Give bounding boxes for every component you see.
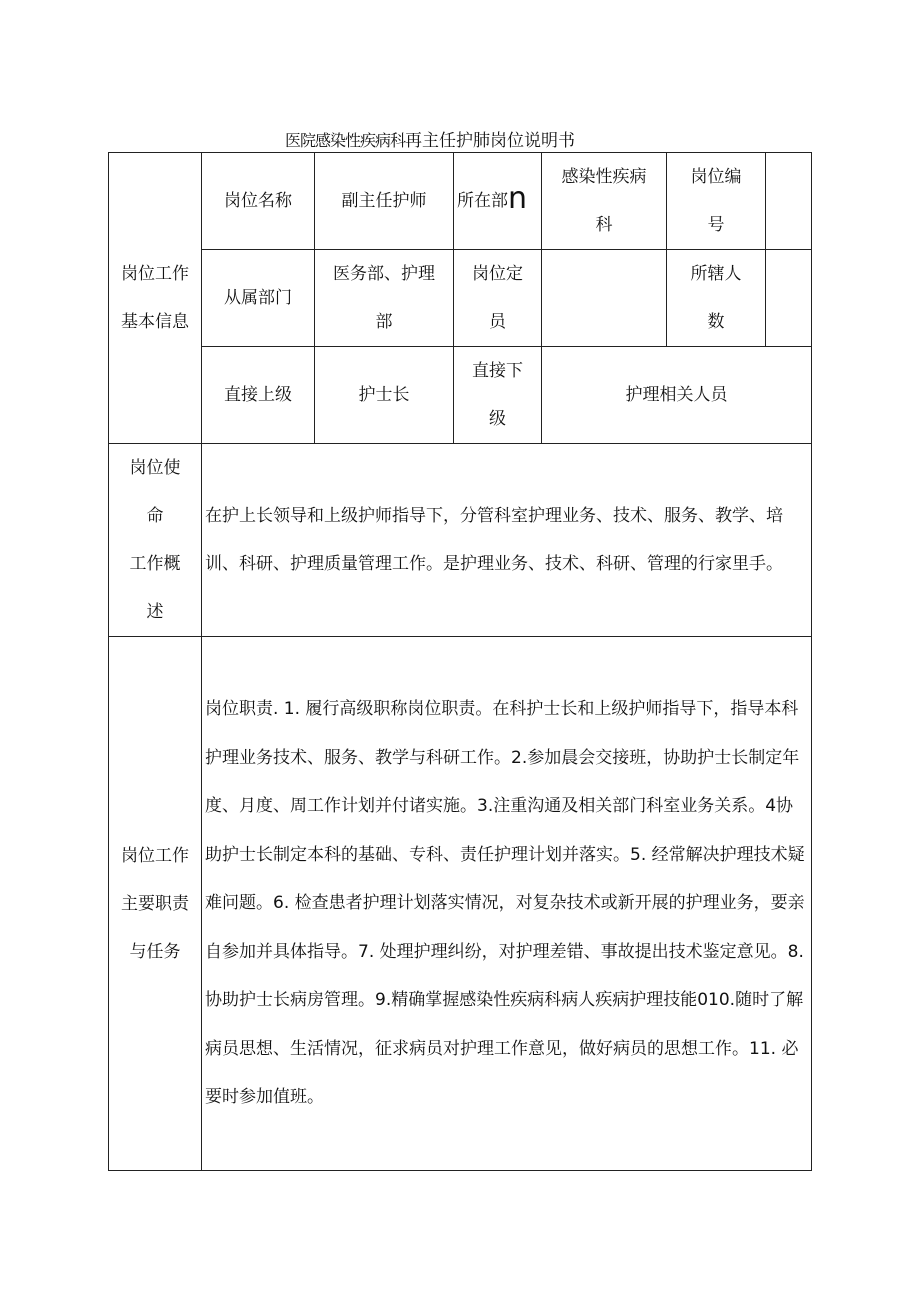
subordinates-count-value bbox=[766, 250, 812, 347]
mission-text: 在护上长领导和上级护师指导下，分管科室护理业务、技术、服务、教学、培训、科研、护理质量管理工作。是护理业务、技术、科研、管理的行家里手。 bbox=[202, 444, 812, 637]
duties-row bbox=[109, 637, 812, 1171]
basic-info-row-2 bbox=[109, 250, 812, 347]
position-code-value bbox=[766, 153, 812, 250]
direct-subordinate-value: 护理相关人员 bbox=[542, 347, 812, 444]
mission-label-line-1: 岗位使 bbox=[129, 458, 181, 478]
document-title bbox=[0, 126, 860, 151]
direct-subordinate-label-line-2: 级 bbox=[489, 409, 506, 429]
duties-text: 岗位职责. 1. 履行高级职称岗位职责。在科护士长和上级护师指导下，指导本科护理业务技术、服务、教学与科研工作。2.参加晨会交接班，协助护士长制定年度、月度、周工作计划并付诸实施。3.注重沟通及相关部门科室业务关系。4协助护士长制定本科的基础、专科、责任护理计划并落实。5. 经常解决护理技术疑难问题。6. 检查患者护理计划落实情况，对复杂技术或新开展的护理业务，要亲自参加并具体指导。7. 处理护理纠纷，对护理差错、事故提出技术鉴定意见。8. 协助护士长病房管理。9.精确掌握感染性疾病科病人疾病护理技能010.随时了解病员思想、生活情况，征求病员对护理工作意见，做好病员的思想工作。11. 必要时参加值班。 bbox=[202, 637, 812, 1171]
direct-superior-label: 直接上级 bbox=[202, 347, 315, 444]
position-name-label: 岗位名称 bbox=[202, 153, 315, 250]
duties-label-line-1: 岗位工作 bbox=[121, 845, 189, 866]
basic-info-label-line-2: 基本信息 bbox=[121, 312, 189, 332]
subordinates-count-label bbox=[667, 250, 766, 347]
job-description-table bbox=[108, 152, 812, 1171]
mission-label-line-3: 工作概 bbox=[129, 554, 181, 574]
direct-superior-value: 护士长 bbox=[315, 347, 454, 444]
department-value bbox=[542, 153, 667, 250]
duties-label-line-2: 主要职责 bbox=[121, 893, 189, 914]
duties-label bbox=[109, 637, 202, 1171]
subordinates-count-label-line-2: 数 bbox=[707, 312, 725, 332]
position-code-label-line-2: 号 bbox=[707, 215, 725, 235]
department-value-line-1: 感染性疾病 bbox=[561, 167, 647, 187]
position-code-label bbox=[667, 153, 766, 250]
mission-label-line-2: 命 bbox=[146, 506, 164, 526]
duties-label-line-3: 与任务 bbox=[129, 941, 181, 962]
department-label-text: 所在部 bbox=[457, 191, 508, 211]
subordinates-count-label-line-1: 所辖人 bbox=[690, 264, 742, 284]
direct-subordinate-label bbox=[454, 347, 542, 444]
department-label bbox=[454, 153, 542, 250]
basic-info-row-1 bbox=[109, 153, 812, 250]
mission-label bbox=[109, 444, 202, 637]
parent-department-value bbox=[315, 250, 454, 347]
direct-subordinate-label-line-1: 直接下 bbox=[472, 361, 523, 381]
title-part-2: 再主任护肺岗位说明书 bbox=[405, 131, 575, 151]
mission-label-line-4: 述 bbox=[146, 602, 164, 622]
department-value-line-2: 科 bbox=[595, 215, 613, 235]
basic-info-section-label bbox=[109, 153, 202, 444]
position-quota-label bbox=[454, 250, 542, 347]
parent-department-label: 从属部门 bbox=[202, 250, 315, 347]
department-label-glyph: n bbox=[508, 181, 528, 216]
parent-department-value-line-2: 部 bbox=[375, 312, 393, 332]
title-part-1: 医院感染性疾病科 bbox=[284, 131, 405, 150]
position-name-value: 副主任护师 bbox=[315, 153, 454, 250]
basic-info-row-3 bbox=[109, 347, 812, 444]
mission-row bbox=[109, 444, 812, 637]
parent-department-value-line-1: 医务部、护理 bbox=[333, 264, 435, 284]
basic-info-label-line-1: 岗位工作 bbox=[121, 264, 189, 284]
position-quota-label-line-1: 岗位定 bbox=[472, 264, 523, 284]
position-quota-value bbox=[542, 250, 667, 347]
position-quota-label-line-2: 员 bbox=[489, 312, 506, 332]
position-code-label-line-1: 岗位编 bbox=[690, 167, 742, 187]
